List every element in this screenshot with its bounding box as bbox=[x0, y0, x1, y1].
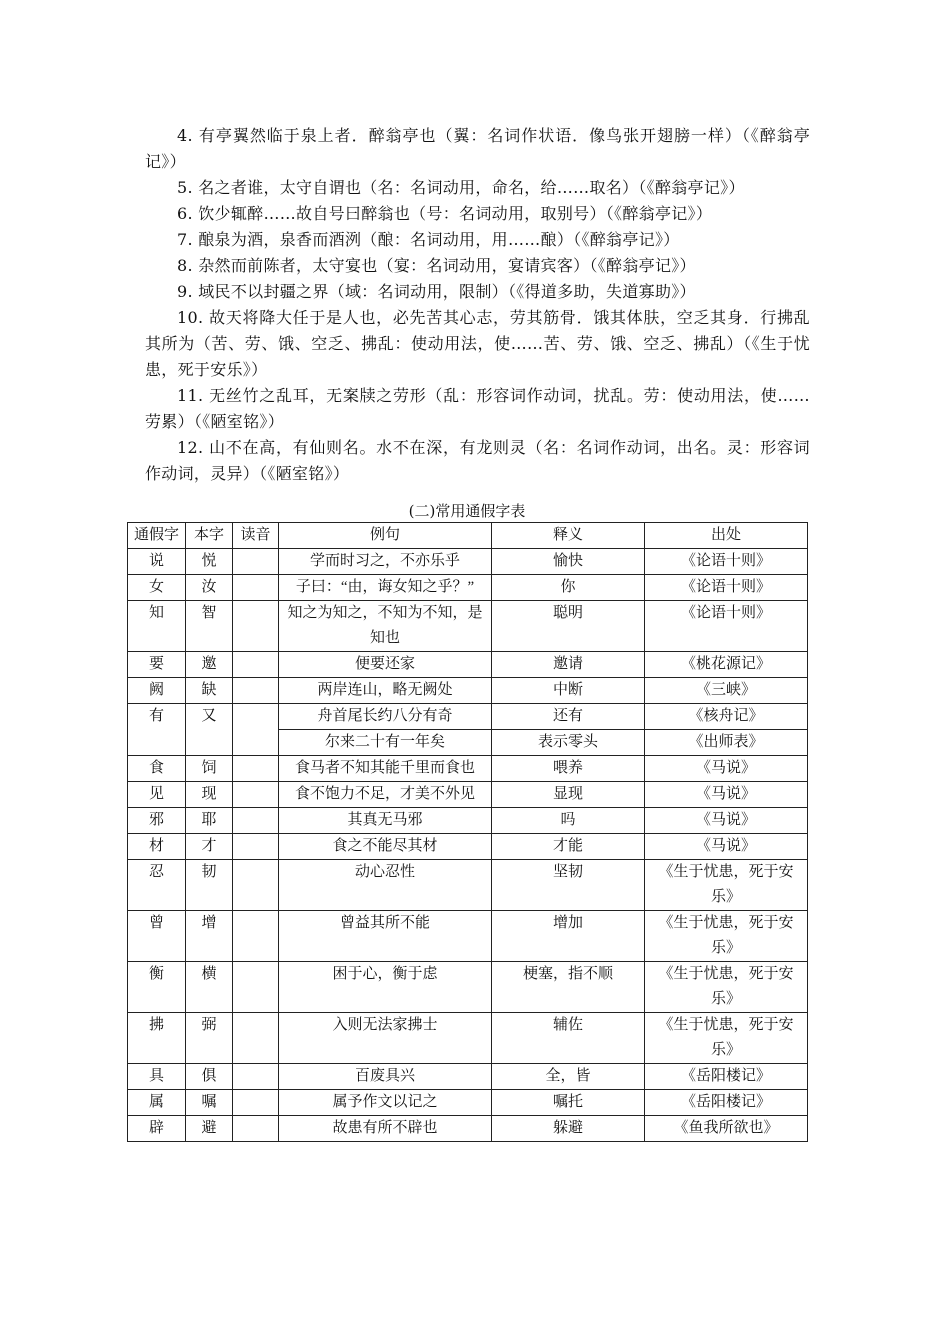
table-row bbox=[128, 756, 808, 782]
table-cell: 知之为知之，不知为不知，是知也 bbox=[279, 601, 492, 652]
table-caption: (二)常用通假字表 bbox=[408, 502, 526, 520]
table-cell: 嘱托 bbox=[492, 1090, 645, 1116]
table-cell: 辅佐 bbox=[492, 1013, 645, 1064]
paragraph-8: 8. 杂然而前陈者，太守宴也（宴：名词动用，宴请宾客）（《醉翁亭记》） bbox=[177, 256, 696, 275]
table-cell: 还有 bbox=[492, 704, 645, 730]
table-cell bbox=[233, 678, 279, 704]
table-cell: 《鱼我所欲也》 bbox=[645, 1116, 808, 1142]
table-cell bbox=[233, 962, 279, 1013]
table-cell bbox=[233, 575, 279, 601]
table-cell bbox=[233, 549, 279, 575]
table-cell: 拂 bbox=[128, 1013, 186, 1064]
table-cell: 才 bbox=[186, 834, 233, 860]
table-cell: 《论语十则》 bbox=[645, 575, 808, 601]
table-cell: 俱 bbox=[186, 1064, 233, 1090]
paragraph-7: 7. 酿泉为酒，泉香而酒洌（酿：名词动用，用……酿）（《醉翁亭记》） bbox=[177, 230, 680, 249]
table-cell: 子曰：“由，诲女知之乎？” bbox=[279, 575, 492, 601]
table-cell: 《马说》 bbox=[645, 834, 808, 860]
table-cell: 弼 bbox=[186, 1013, 233, 1064]
table-cell: 属 bbox=[128, 1090, 186, 1116]
table-cell bbox=[233, 1090, 279, 1116]
table-row bbox=[128, 1090, 808, 1116]
table-cell: 智 bbox=[186, 601, 233, 652]
table-cell: 《岳阳楼记》 bbox=[645, 1090, 808, 1116]
table-cell: 《论语十则》 bbox=[645, 549, 808, 575]
table-cell: 《马说》 bbox=[645, 808, 808, 834]
table-cell: 曾益其所不能 bbox=[279, 911, 492, 962]
table-cell: 《论语十则》 bbox=[645, 601, 808, 652]
header-cell: 读音 bbox=[233, 523, 279, 549]
table-cell bbox=[233, 782, 279, 808]
table-cell: 曾 bbox=[128, 911, 186, 962]
header-cell: 释义 bbox=[492, 523, 645, 549]
table-cell bbox=[233, 756, 279, 782]
table-row bbox=[128, 962, 808, 1013]
table-cell: 《生于忧患，死于安乐》 bbox=[645, 860, 808, 911]
paragraph-12: 12. 山不在高，有仙则名。水不在深，有龙则灵（名：名词作动词，出名。灵：形容词作动词，灵异）（《陋室铭》） bbox=[145, 438, 810, 483]
table-cell bbox=[233, 911, 279, 962]
table-cell: 其真无马邪 bbox=[279, 808, 492, 834]
table-cell: 缺 bbox=[186, 678, 233, 704]
table-cell: 增加 bbox=[492, 911, 645, 962]
table-cell: 聪明 bbox=[492, 601, 645, 652]
table-cell: 知 bbox=[128, 601, 186, 652]
table-cell: 愉快 bbox=[492, 549, 645, 575]
table-cell: 有 bbox=[128, 704, 186, 756]
table-cell: 横 bbox=[186, 962, 233, 1013]
table-cell bbox=[233, 1116, 279, 1142]
table-cell: 悦 bbox=[186, 549, 233, 575]
table-cell: 《出师表》 bbox=[645, 730, 808, 756]
paragraph-9: 9. 域民不以封疆之界（域：名词动用，限制）（《得道多助，失道寡助》） bbox=[177, 282, 696, 301]
table-cell: 吗 bbox=[492, 808, 645, 834]
table-row bbox=[128, 575, 808, 601]
table-cell: 食之不能尽其材 bbox=[279, 834, 492, 860]
table-cell: 食 bbox=[128, 756, 186, 782]
table-cell: 饲 bbox=[186, 756, 233, 782]
table-cell: 《岳阳楼记》 bbox=[645, 1064, 808, 1090]
table-cell: 躲避 bbox=[492, 1116, 645, 1142]
table-cell: 舟首尾长约八分有奇 bbox=[279, 704, 492, 730]
paragraph-10: 10. 故天将降大任于是人也，必先苦其心志，劳其筋骨．饿其体肤，空乏其身．行拂乱其所为（苦、劳、饿、空乏、拂乱：使动用法，使……苦、劳、饿、空乏、拂乱）（《生于忧患，死于安乐》） bbox=[145, 308, 810, 379]
table-cell: 《生于忧患，死于安乐》 bbox=[645, 962, 808, 1013]
table-cell: 《三峡》 bbox=[645, 678, 808, 704]
paragraph-6: 6. 饮少辄醉……故自号曰醉翁也（号：名词动用，取别号）（《醉翁亭记》） bbox=[177, 204, 713, 223]
table-cell: 食马者不知其能千里而食也 bbox=[279, 756, 492, 782]
table-cell: 汝 bbox=[186, 575, 233, 601]
table-row bbox=[128, 911, 808, 962]
table-cell: 学而时习之，不亦乐乎 bbox=[279, 549, 492, 575]
table-body bbox=[128, 549, 808, 1142]
table-cell: 动心忍性 bbox=[279, 860, 492, 911]
header-cell: 出处 bbox=[645, 523, 808, 549]
table-cell: 梗塞，指不顺 bbox=[492, 962, 645, 1013]
table-cell: 《桃花源记》 bbox=[645, 652, 808, 678]
table-cell: 全，皆 bbox=[492, 1064, 645, 1090]
table-cell: 要 bbox=[128, 652, 186, 678]
table-header-row bbox=[128, 523, 808, 549]
table-row bbox=[128, 704, 808, 730]
table-cell: 属予作文以记之 bbox=[279, 1090, 492, 1116]
table-cell: 又 bbox=[186, 704, 233, 756]
table-cell: 耶 bbox=[186, 808, 233, 834]
paragraph-5: 5. 名之者谁，太守自谓也（名：名词动用，命名，给……取名）（《醉翁亭记》） bbox=[177, 178, 745, 197]
table-cell: 表示零头 bbox=[492, 730, 645, 756]
table-cell: 材 bbox=[128, 834, 186, 860]
table-cell: 故患有所不辟也 bbox=[279, 1116, 492, 1142]
table-cell bbox=[233, 704, 279, 756]
header-cell: 通假字 bbox=[128, 523, 186, 549]
table-cell: 才能 bbox=[492, 834, 645, 860]
table-cell: 你 bbox=[492, 575, 645, 601]
table-cell: 邀 bbox=[186, 652, 233, 678]
table-cell: 便要还家 bbox=[279, 652, 492, 678]
header-cell: 本字 bbox=[186, 523, 233, 549]
table-cell: 两岸连山，略无阙处 bbox=[279, 678, 492, 704]
tongjia-table bbox=[127, 522, 808, 1142]
table-cell: 韧 bbox=[186, 860, 233, 911]
table-row bbox=[128, 808, 808, 834]
table-row bbox=[128, 860, 808, 911]
table-row bbox=[128, 1013, 808, 1064]
table-cell: 说 bbox=[128, 549, 186, 575]
example-paragraphs bbox=[145, 123, 810, 487]
table-cell: 《生于忧患，死于安乐》 bbox=[645, 1013, 808, 1064]
table-cell bbox=[233, 1064, 279, 1090]
table-cell: 避 bbox=[186, 1116, 233, 1142]
table-cell: 具 bbox=[128, 1064, 186, 1090]
paragraph-11: 11. 无丝竹之乱耳，无案牍之劳形（乱：形容词作动词，扰乱。劳：使动用法，使……劳累）（《陋室铭》） bbox=[145, 386, 810, 431]
table-cell: 《马说》 bbox=[645, 756, 808, 782]
table-cell: 嘱 bbox=[186, 1090, 233, 1116]
table-row bbox=[128, 678, 808, 704]
table-cell: 坚韧 bbox=[492, 860, 645, 911]
table-cell: 《核舟记》 bbox=[645, 704, 808, 730]
table-cell: 困于心，衡于虑 bbox=[279, 962, 492, 1013]
table-cell: 女 bbox=[128, 575, 186, 601]
table-cell: 忍 bbox=[128, 860, 186, 911]
table-row bbox=[128, 782, 808, 808]
table-cell bbox=[233, 860, 279, 911]
table-cell: 中断 bbox=[492, 678, 645, 704]
table-cell: 显现 bbox=[492, 782, 645, 808]
table-row bbox=[128, 834, 808, 860]
table-cell bbox=[233, 1013, 279, 1064]
table-cell: 衡 bbox=[128, 962, 186, 1013]
table-cell: 百废具兴 bbox=[279, 1064, 492, 1090]
table-cell: 增 bbox=[186, 911, 233, 962]
table-row bbox=[128, 1116, 808, 1142]
table-cell: 辟 bbox=[128, 1116, 186, 1142]
table-cell bbox=[233, 834, 279, 860]
paragraph-4: 4. 有亭翼然临于泉上者．醉翁亭也（翼：名词作状语．像鸟张开翅膀一样）（《醉翁亭记》） bbox=[145, 126, 810, 171]
table-cell: 邪 bbox=[128, 808, 186, 834]
table-cell: 现 bbox=[186, 782, 233, 808]
table-cell: 邀请 bbox=[492, 652, 645, 678]
table-row bbox=[128, 601, 808, 652]
table-cell: 入则无法家拂士 bbox=[279, 1013, 492, 1064]
table-cell: 《马说》 bbox=[645, 782, 808, 808]
table-cell: 《生于忧患，死于安乐》 bbox=[645, 911, 808, 962]
table-cell: 喂养 bbox=[492, 756, 645, 782]
table-cell: 食不饱力不足，才美不外见 bbox=[279, 782, 492, 808]
table-cell: 尔来二十有一年矣 bbox=[279, 730, 492, 756]
table-cell bbox=[233, 808, 279, 834]
table-cell bbox=[233, 652, 279, 678]
table-row bbox=[128, 1064, 808, 1090]
header-cell: 例句 bbox=[279, 523, 492, 549]
table-row bbox=[128, 549, 808, 575]
table-row bbox=[128, 652, 808, 678]
table-cell bbox=[233, 601, 279, 652]
table-cell: 阙 bbox=[128, 678, 186, 704]
table-cell: 见 bbox=[128, 782, 186, 808]
